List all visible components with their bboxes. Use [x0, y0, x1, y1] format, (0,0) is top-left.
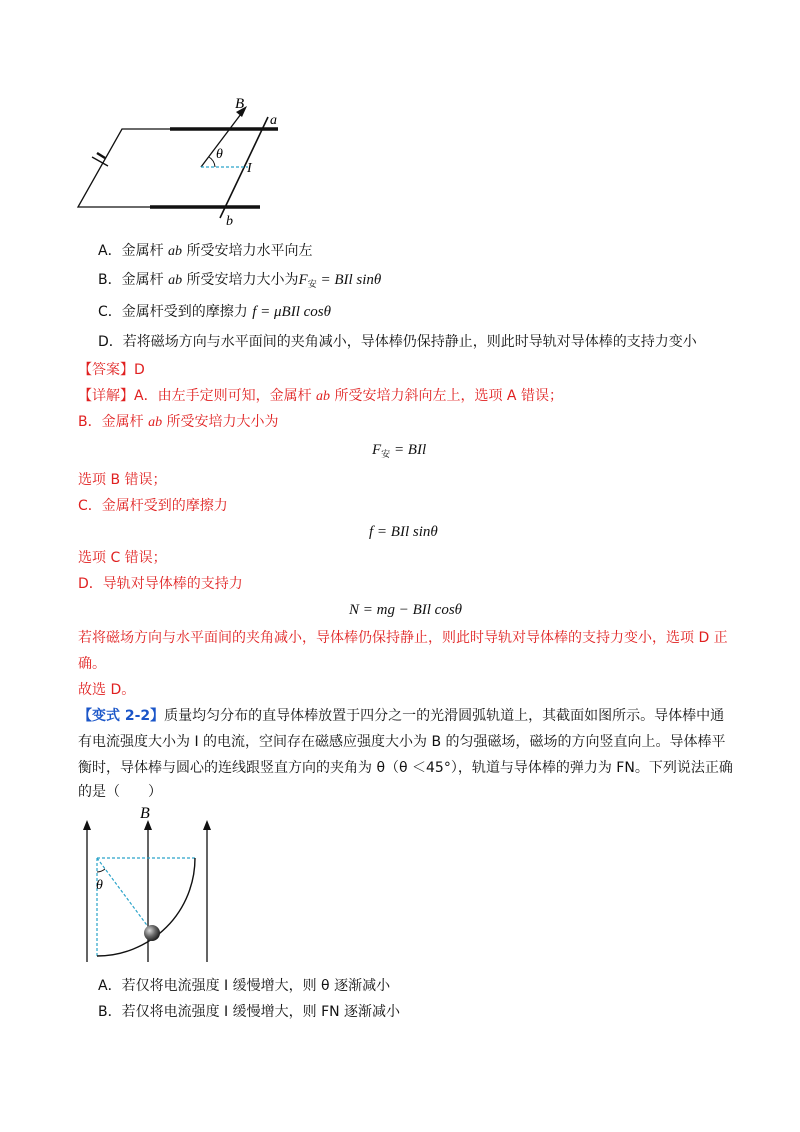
explain-line-6: D．导轨对导体棒的支持力 [78, 576, 243, 592]
variant-line-1 [78, 706, 724, 726]
angle-arc [209, 157, 215, 167]
answer-line: 【答案】D [78, 362, 145, 378]
equation-1 [372, 440, 426, 465]
option-d: D．若将磁场方向与水平面间的夹角减小，导体棒仍保持静止，则此时导轨对导体棒的支持力变小 [98, 334, 697, 350]
variant-line-3: 衡时，导体棒与圆心的连线跟竖直方向的夹角为 θ（θ ＜45°），轨道与导体棒的弹力为 FN。下列说法正确 [78, 760, 733, 776]
label-a: a [270, 113, 277, 128]
circuit-wire [78, 129, 170, 207]
option-b-var: ab [168, 273, 183, 288]
option-b-formula: F [298, 272, 308, 288]
equation-2: f = BIl sinθ [369, 524, 438, 540]
label-theta: θ [216, 147, 223, 162]
explain-line-2-pre: B．金属杆 [78, 414, 149, 430]
variant-line-4: 的是（ ） [78, 784, 162, 800]
explain-line-1-post: 所受安培力斜向左上，选项 A 错误； [330, 388, 563, 404]
explain-line-7b: 确。 [78, 656, 106, 672]
option-a [98, 241, 312, 262]
variant-line-2: 有电流强度大小为 I 的电流，空间存在磁感应强度大小为 B 的匀强磁场，磁场的方向竖直向上。导体棒平 [78, 734, 726, 750]
option-b-sub: 安 [307, 280, 317, 290]
field-line-left-arrowhead [83, 820, 91, 830]
variant-line-1-text: 质量均匀分布的直导体棒放置于四分之一的光滑圆弧轨道上，其截面如图所示。导体棒中通 [164, 708, 725, 724]
dashed-radius-line [97, 858, 152, 932]
option-c-formula: f = μBIl cosθ [252, 304, 331, 320]
explain-line-5: 选项 C 错误； [78, 550, 167, 566]
option-b-post: 所受安培力大小为 [182, 272, 299, 288]
angle-arc-2 [97, 869, 105, 872]
label-b-field: B [235, 96, 245, 112]
conductor-rod-ball [144, 925, 160, 941]
option-b [98, 270, 381, 295]
explain-line-8: 故选 D。 [78, 682, 136, 698]
figure-arc-track [72, 800, 222, 970]
explain-line-2-post: 所受安培力大小为 [162, 414, 279, 430]
explain-line-3: 选项 B 错误； [78, 472, 167, 488]
label-current-i: I [247, 161, 252, 176]
equation-1-sub: 安 [381, 450, 391, 460]
equation-1-f: F [372, 442, 382, 458]
option-b-pre: B．金属杆 [98, 272, 169, 288]
variant-tag: 【变式 2-2】 [78, 708, 165, 724]
option-c-pre: C．金属杆受到的摩擦力 [98, 304, 253, 320]
label-theta-2: θ [96, 878, 103, 893]
equation-3: N = mg − BIl cosθ [349, 602, 463, 618]
option-b-formula-rest: = BIl sinθ [316, 272, 382, 288]
explain-line-2 [78, 412, 279, 433]
explain-line-4: C．金属杆受到的摩擦力 [78, 498, 228, 514]
variant-option-b: B．若仅将电流强度 I 缓慢增大，则 FN 逐渐减小 [98, 1004, 401, 1020]
field-line-right-arrowhead [203, 820, 211, 830]
label-b-end: b [226, 214, 233, 229]
option-a-pre: A．金属杆 [98, 243, 169, 259]
option-a-var: ab [168, 244, 183, 259]
option-c [98, 302, 331, 322]
explain-line-2-var: ab [148, 415, 163, 430]
explain-line-1 [78, 386, 563, 407]
explain-line-7a: 若将磁场方向与水平面间的夹角减小，导体棒仍保持静止，则此时导轨对导体棒的支持力变小，选项 D 正 [78, 630, 728, 646]
explain-line-1-var: ab [316, 389, 331, 404]
figure-rail-circuit [70, 95, 300, 230]
equation-1-rest: = BIl [390, 442, 427, 458]
label-b-field-2: B [140, 805, 150, 822]
variant-option-a: A．若仅将电流强度 I 缓慢增大，则 θ 逐渐减小 [98, 978, 391, 994]
option-a-post: 所受安培力水平向左 [182, 243, 313, 259]
explain-line-1-pre: 【详解】A．由左手定则可知，金属杆 [78, 388, 317, 404]
arc-track [97, 858, 195, 956]
battery-plate-short [97, 153, 105, 158]
